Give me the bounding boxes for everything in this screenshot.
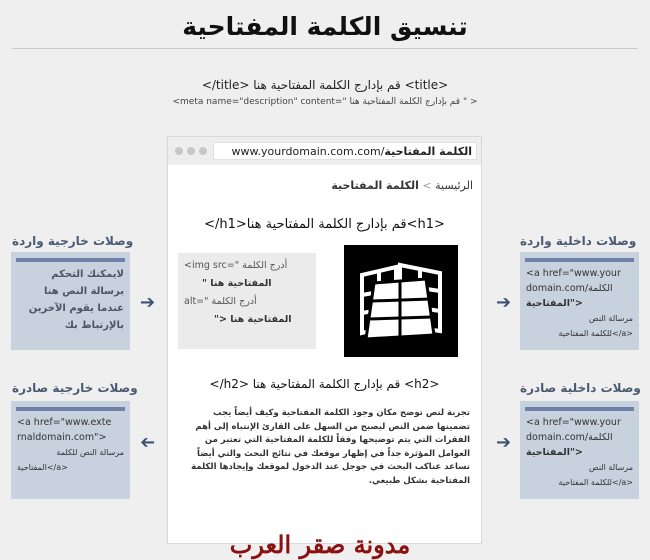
internal-incoming-title: وصلات داخلية واردة <box>520 234 637 248</box>
code-line: domain.com/الكلمة <box>526 432 613 443</box>
code-line: مرسالة النص <box>589 314 633 323</box>
window-dot-icon <box>175 147 183 155</box>
arrow-left-icon: ➔ <box>496 292 512 313</box>
external-incoming-title: وصلات خارجية واردة <box>12 234 134 248</box>
panel-bar <box>16 258 125 262</box>
title-tag-example: </title> قم بإدارج الكلمة المفتاحية هنا <title> <box>201 78 449 92</box>
title-divider <box>12 48 638 49</box>
h1-example: </h1>قم بإدارج الكلمة المفتاحية هنا<h1> <box>204 217 445 232</box>
external-outgoing-panel <box>11 401 130 499</box>
img-code-line: "> المفتاحية هنا <box>214 314 292 325</box>
arrow-right-icon: ➔ <box>140 292 156 313</box>
code-line: rnaldomain.com"> <box>17 432 107 443</box>
img-code-line: alt=" أدرج الكلمة <box>184 296 257 307</box>
code-line: <a href="www.exte <box>17 417 112 428</box>
code-line: <a href="www.your <box>526 268 621 279</box>
code-line: مرسالة النص للكلمة <box>56 448 124 457</box>
img-tag-example <box>178 253 316 349</box>
internal-incoming-panel <box>520 252 639 350</box>
img-code-line: " المفتاحية هنا <box>202 278 272 289</box>
breadcrumb-separator: > <box>422 179 432 192</box>
panel-bar <box>525 258 634 262</box>
code-line: المفتاحية"> <box>526 298 583 309</box>
breadcrumb-home[interactable]: الرئيسية <box>435 179 473 192</box>
keyword-image-icon <box>344 245 458 357</box>
window-dot-icon <box>199 147 207 155</box>
meta-tag-example: <meta name="description" content=" قم بإدارج الكلمة المفتاحية هنا " > <box>172 97 478 107</box>
panel-bar <box>16 407 125 411</box>
page-title: تنسيق الكلمة المفتاحية <box>182 12 468 41</box>
internal-outgoing-code <box>526 415 633 490</box>
breadcrumb-current: الكلمة المفتاحية <box>331 179 419 192</box>
code-line: مرسالة النص <box>589 463 633 472</box>
code-line: domain.com/الكلمة <box>526 283 613 294</box>
code-line: المفتاحية"> <box>526 447 583 458</box>
internal-outgoing-title: وصلات داخلية صادرة <box>520 381 641 395</box>
arrow-left-icon: ➔ <box>140 432 156 453</box>
img-code-line: <img src=" أدرج الكلمة <box>184 260 288 271</box>
address-bar[interactable] <box>213 142 477 160</box>
external-incoming-panel <box>11 252 130 350</box>
code-line: للكلمة المفتاحية</a> <box>558 478 633 487</box>
code-line: المفتاحية</a> <box>17 463 68 472</box>
blog-signature: مدونة صقر العرب <box>229 530 411 559</box>
external-outgoing-title: وصلات خارجية صادرة <box>12 381 138 395</box>
breadcrumb <box>331 179 473 192</box>
arrow-right-icon: ➔ <box>496 432 512 453</box>
browser-toolbar <box>168 137 481 165</box>
panel-bar <box>525 407 634 411</box>
window-dot-icon <box>187 147 195 155</box>
code-line: <a href="www.your <box>526 417 621 428</box>
url-domain: www.yourdomain.com.com/ <box>231 145 385 158</box>
h2-example: </h2> قم بإدارج الكلمة المفتاحية هنا <h2> <box>209 377 440 391</box>
external-outgoing-code <box>17 415 124 475</box>
internal-incoming-code <box>526 266 633 341</box>
article-paragraph: تجربة لنص توضح مكان وجود الكلمة المفتاحية وكيف أيضاً يجب تضمينها ضمن النص ليصبح من السهل على القارئ الإنتباه إلى أهم الفقرات التي يتم توضيحها وفقاً للكلمة المفتاحية التي تعتبر من العوامل المؤثرة جداً في إظهار موقعك في نتائج البحث والتي أيضاً تساعد عناكب البحث في جوجل عند الدخول لموقعك وإيجادها الكلمة المفتاحية بشكل طبيعي. <box>191 408 470 486</box>
code-line: للكلمة المفتاحية</a> <box>558 329 633 338</box>
browser-window <box>168 137 481 543</box>
external-incoming-text: لايمكنك التحكم برسالة النص هنا عندما يقوم الآخرين بالإرتباط بك <box>28 269 124 331</box>
url-keyword: الكلمة المفتاحية <box>384 145 472 158</box>
internal-outgoing-panel <box>520 401 639 499</box>
